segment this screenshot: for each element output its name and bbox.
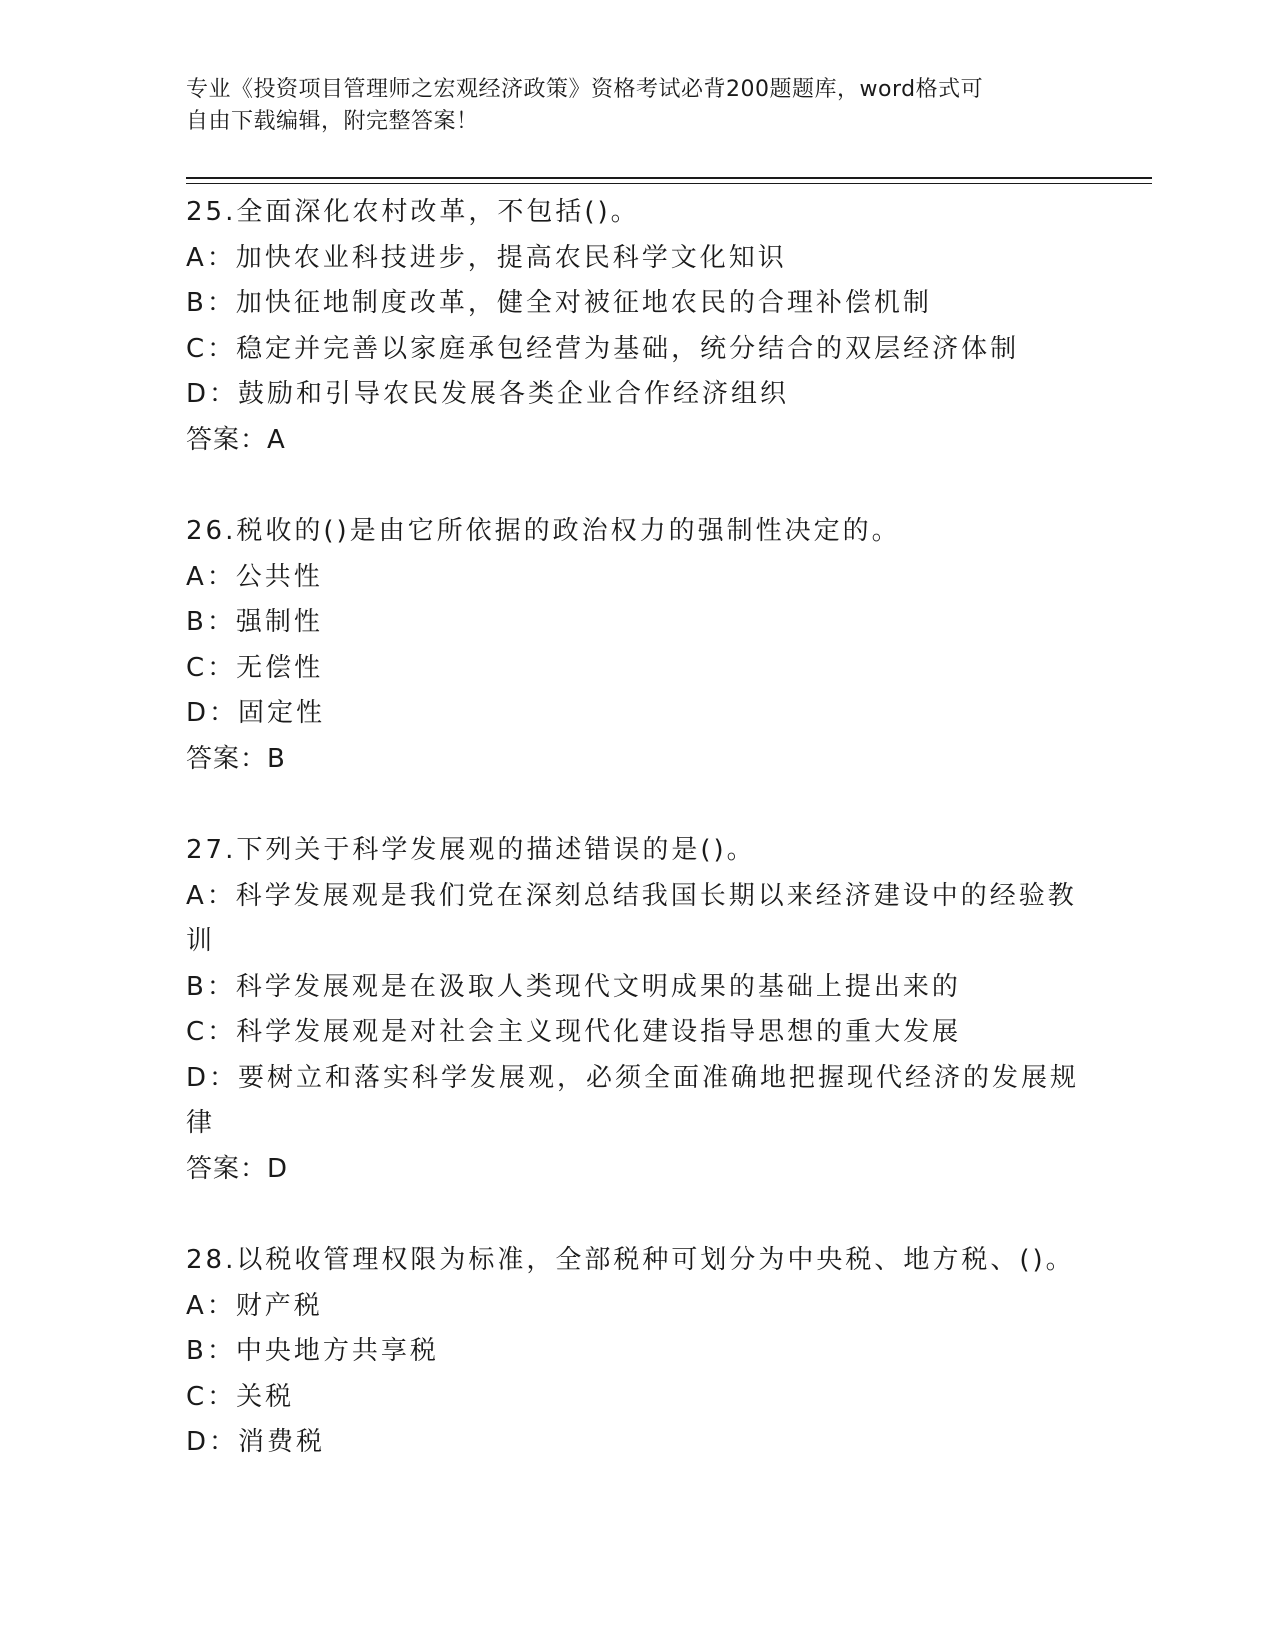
question-stem: 27.下列关于科学发展观的描述错误的是()。	[186, 835, 756, 865]
option-a: A：财产税	[186, 1290, 323, 1321]
question-27	[186, 828, 1086, 1192]
answer-label: 答案：	[186, 424, 268, 455]
answer-line	[186, 737, 1086, 783]
option-a: A：公共性	[186, 561, 323, 592]
answer-line	[186, 1147, 1086, 1193]
header-divider-thick	[186, 177, 1152, 179]
question-stem: 25.全面深化农村改革，不包括()。	[186, 197, 640, 227]
question-28	[186, 1238, 1086, 1466]
option-c: C：科学发展观是对社会主义现代化建设指导思想的重大发展	[186, 1017, 962, 1047]
option-c: C：稳定并完善以家庭承包经营为基础，统分结合的双层经济体制	[186, 333, 1020, 364]
header-divider-thin	[186, 183, 1152, 184]
question-stem: 28.以税收管理权限为标准，全部税种可划分为中央税、地方税、()。	[186, 1245, 1075, 1275]
option-b: B：中央地方共享税	[186, 1336, 439, 1366]
option-d: D：固定性	[186, 698, 326, 728]
option-d: D：鼓励和引导农民发展各类企业合作经济组织	[186, 379, 790, 409]
option-d: D：要树立和落实科学发展观，必须全面准确地把握现代经济的发展规律	[186, 1062, 1080, 1138]
question-stem: 26.税收的()是由它所依据的政治权力的强制性决定的。	[186, 516, 901, 546]
header-line-2: 自由下载编辑，附完整答案！	[186, 109, 479, 134]
answer-value: B	[267, 743, 286, 774]
option-c: C：无偿性	[186, 652, 324, 683]
option-b: B：加快征地制度改革，健全对被征地农民的合理补偿机制	[186, 288, 932, 318]
option-d: D：消费税	[186, 1427, 326, 1457]
answer-line	[186, 418, 1086, 464]
document-header	[186, 74, 1086, 138]
answer-value: A	[267, 424, 286, 455]
option-c: C：关税	[186, 1381, 295, 1412]
header-line-1: 专业《投资项目管理师之宏观经济政策》资格考试必背200题题库，word格式可	[186, 77, 984, 102]
option-b: B：强制性	[186, 607, 323, 637]
option-a: A：科学发展观是我们党在深刻总结我国长期以来经济建设中的经验教训	[186, 880, 1077, 956]
answer-label: 答案：	[186, 743, 268, 774]
question-26	[186, 509, 1086, 782]
option-a: A：加快农业科技进步，提高农民科学文化知识	[186, 242, 787, 273]
question-list	[186, 190, 1086, 1512]
question-25	[186, 190, 1086, 463]
answer-label: 答案：	[186, 1153, 268, 1184]
option-b: B：科学发展观是在汲取人类现代文明成果的基础上提出来的	[186, 971, 961, 1002]
answer-value: D	[267, 1153, 289, 1184]
